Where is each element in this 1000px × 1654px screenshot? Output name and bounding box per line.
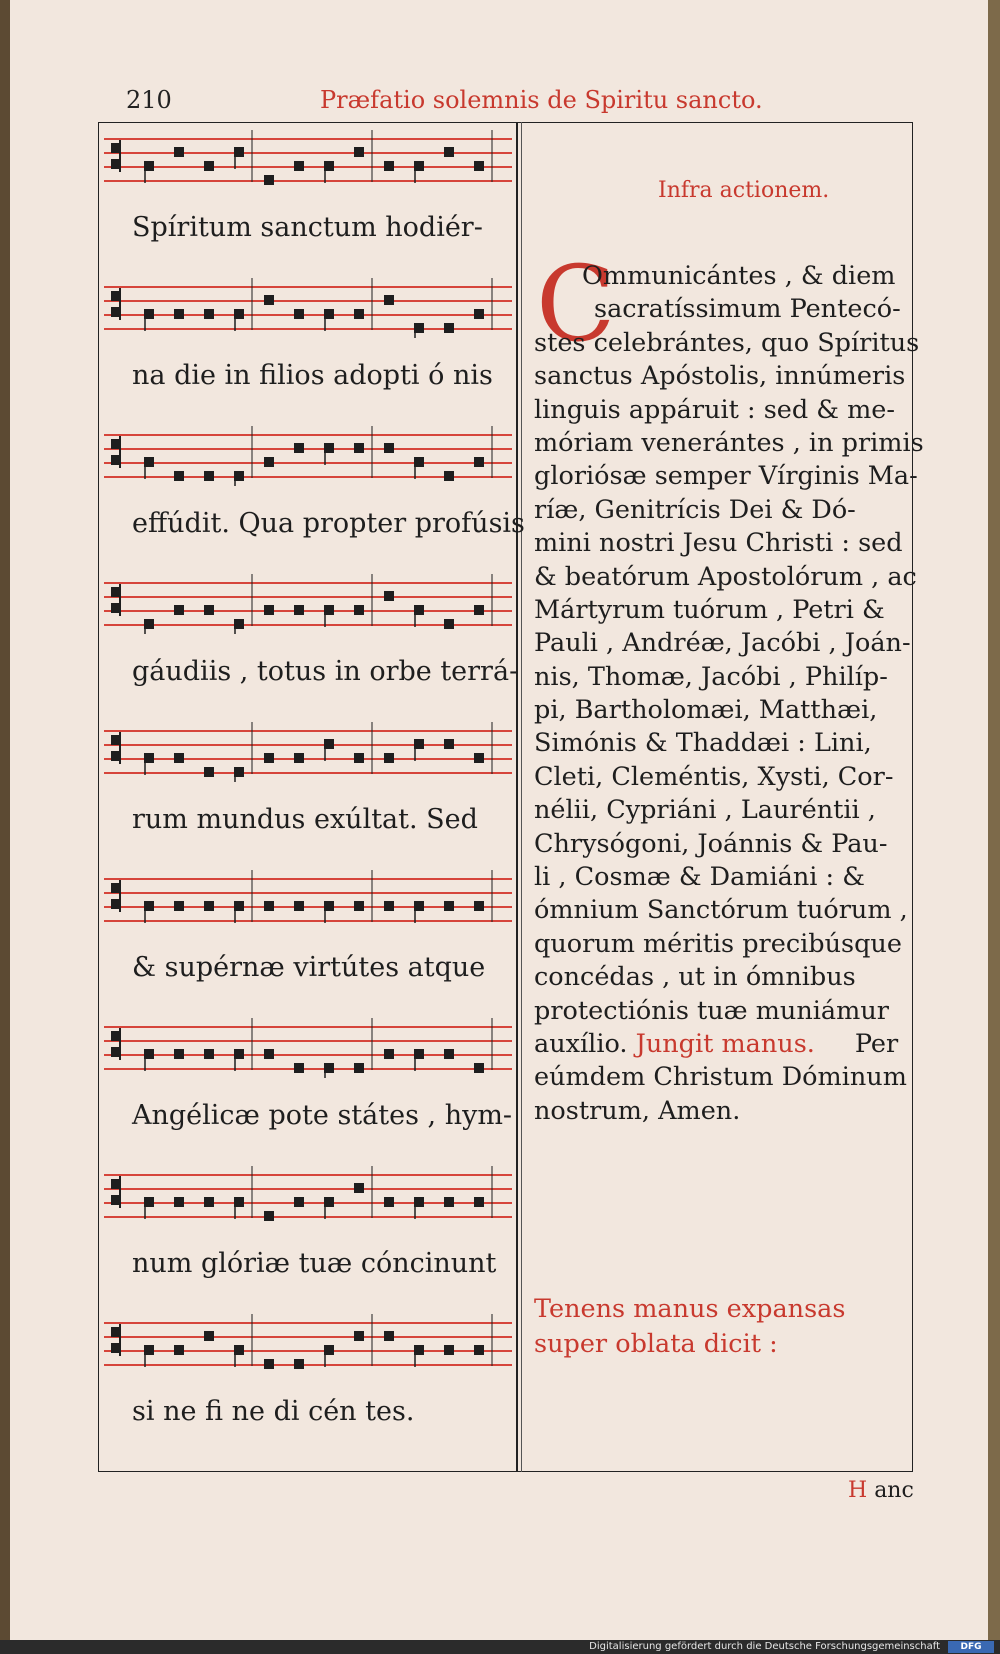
prayer-line: linguis appáruit : sed & me- (534, 394, 895, 425)
lyric-line: Angélicæ pote státes , hym- (132, 1100, 513, 1131)
prayer-line: pi, Bartholomæi, Matthæi, (534, 695, 878, 726)
neume-note (204, 767, 214, 777)
chant-system (104, 1018, 512, 1166)
clef-icon (112, 732, 120, 764)
prayer-line: eúmdem Christum Dóminum (534, 1062, 907, 1093)
neume-note (474, 309, 484, 319)
catchword: H anc (848, 1478, 914, 1503)
neume-note (174, 1345, 184, 1355)
column-divider-inner (521, 122, 522, 1472)
neume-note (354, 1183, 364, 1193)
rubric-inline: Jungit manus. (635, 1028, 815, 1059)
clef-icon (112, 1176, 120, 1208)
neumes (104, 130, 512, 190)
digitization-credit: Digitalisierung gefördert durch die Deutsche Forschungsgemeinschaft (589, 1641, 940, 1652)
neume-note (474, 901, 484, 911)
neume-note (354, 901, 364, 911)
neume-note (354, 605, 364, 615)
chant-system (104, 870, 512, 1018)
neumes (104, 278, 512, 338)
prayer-line: Cleti, Cleméntis, Xysti, Cor- (534, 761, 894, 792)
clef-icon (112, 436, 120, 468)
neume-note (264, 295, 274, 305)
column-divider (516, 122, 518, 1472)
neume-note (474, 1197, 484, 1207)
neume-note (444, 619, 454, 629)
prayer-line: Mártyrum tuórum , Petri & (534, 594, 885, 625)
prayer-line: gloriósæ semper Vírginis Ma- (534, 461, 918, 492)
chant-system (104, 426, 525, 574)
running-title: Præfatio solemnis de Spiritu sancto. (320, 86, 763, 114)
neume-note (174, 901, 184, 911)
neume-note (354, 309, 364, 319)
neume-note (204, 605, 214, 615)
book-spine (0, 0, 10, 1654)
neume-note (384, 901, 394, 911)
neume-note (264, 1211, 274, 1221)
neume-note (264, 753, 274, 763)
prayer-line: Pauli , Andréæ, Jacóbi , Joán- (534, 628, 911, 659)
neume-note (384, 295, 394, 305)
neume-note (294, 753, 304, 763)
neume-note (174, 309, 184, 319)
page-header (0, 86, 978, 118)
neume-note (444, 323, 454, 333)
lyric-line: gáudiis , totus in orbe terrá- (132, 656, 519, 687)
neume-note (384, 753, 394, 763)
drop-cap: C (536, 243, 616, 365)
lyric-line: effúdit. Qua propter profúsis (132, 508, 525, 539)
neume-note (204, 471, 214, 481)
closing-rubric (534, 1292, 909, 1362)
neume-note (354, 1063, 364, 1073)
neume-note (294, 161, 304, 171)
dfg-logo: DFG (948, 1641, 994, 1653)
neume-note (384, 443, 394, 453)
neume-note (384, 591, 394, 601)
neume-note (204, 1197, 214, 1207)
neume-note (294, 1197, 304, 1207)
neume-note (174, 1197, 184, 1207)
neume-note (444, 739, 454, 749)
lyric-line: na die in filios adopti ó nis (132, 360, 493, 391)
prayer-line: stes celebrántes, quo Spíritus (534, 327, 920, 358)
prayer-line: ríæ, Genitrícis Dei & Dó- (534, 494, 856, 525)
neume-note (174, 471, 184, 481)
neume-note (264, 1049, 274, 1059)
neume-note (264, 605, 274, 615)
prayer-line: protectiónis tuæ muniámur (534, 995, 889, 1026)
neume-note (294, 309, 304, 319)
neume-note (444, 1345, 454, 1355)
neume-note (204, 161, 214, 171)
prayer-text (534, 260, 924, 1128)
clef-icon (112, 1028, 120, 1060)
neumes (104, 1018, 512, 1078)
rubric-line: Tenens manus expansas (534, 1294, 846, 1324)
neume-note (294, 901, 304, 911)
neume-note (354, 1331, 364, 1341)
neume-note (204, 901, 214, 911)
prayer-line: móriam venerántes , in primis (534, 427, 924, 458)
neume-note (294, 605, 304, 615)
prayer-line: nélii, Cypriáni , Lauréntii , (534, 795, 876, 826)
neume-note (384, 1049, 394, 1059)
prayer-line: nis, Thomæ, Jacóbi , Philíp- (534, 661, 888, 692)
clef-icon (112, 140, 120, 172)
neumes (104, 426, 512, 486)
neume-note (204, 1331, 214, 1341)
lyric-line: si ne fi ne di cén tes. (132, 1396, 415, 1427)
neume-note (264, 175, 274, 185)
neume-note (384, 161, 394, 171)
clef-icon (112, 1324, 120, 1356)
lyric-line: Spíritum sanctum hodiér- (132, 212, 483, 243)
neume-note (174, 605, 184, 615)
neume-note (294, 1359, 304, 1369)
page-number: 210 (126, 86, 172, 114)
neume-note (294, 1063, 304, 1073)
neume-note (474, 753, 484, 763)
neume-note (174, 1049, 184, 1059)
chant-system (104, 1314, 512, 1462)
chant-system (104, 130, 512, 278)
prayer-line: Chrysógoni, Joánnis & Pau- (534, 828, 888, 859)
prayer-line: Simónis & Thaddæi : Lini, (534, 728, 872, 759)
chant-system (104, 722, 512, 870)
neume-note (444, 1197, 454, 1207)
neume-note (264, 457, 274, 467)
neume-note (474, 1063, 484, 1073)
prayer-line: li , Cosmæ & Damiáni : & (534, 862, 865, 893)
neume-note (384, 1197, 394, 1207)
clef-icon (112, 880, 120, 912)
neume-note (444, 901, 454, 911)
prayer-line: sacratíssimum Pentecó- (594, 294, 901, 325)
prayer-line: concédas , ut in ómnibus (534, 962, 856, 993)
chant-system (104, 1166, 512, 1314)
chant-column (104, 130, 525, 1465)
neume-note (384, 1331, 394, 1341)
prayer-line: nostrum, Amen. (534, 1095, 741, 1126)
neume-note (264, 901, 274, 911)
prayer-line: ómnium Sanctórum tuórum , (534, 895, 908, 926)
neume-note (474, 161, 484, 171)
clef-icon (112, 288, 120, 320)
neumes (104, 1314, 512, 1374)
rubric-line: super oblata dicit : (534, 1329, 778, 1359)
clef-icon (112, 584, 120, 616)
neume-note (204, 309, 214, 319)
prayer-line: & beatórum Apostolórum , ac (534, 561, 917, 592)
neume-note (444, 147, 454, 157)
neumes (104, 1166, 512, 1226)
neumes (104, 574, 512, 634)
prayer-line: quorum méritis precibúsque (534, 928, 902, 959)
chant-system (104, 278, 512, 426)
lyric-line: num glóriæ tuæ cóncinunt (132, 1248, 497, 1279)
neume-note (474, 605, 484, 615)
neume-note (444, 1049, 454, 1059)
section-heading: Infra actionem. (658, 178, 830, 203)
neumes (104, 870, 512, 930)
prayer-line: mini nostri Jesu Christi : sed (534, 528, 903, 559)
neume-note (204, 1049, 214, 1059)
neume-note (354, 443, 364, 453)
prayer-line-auxilio: auxílio. Jungit manus. Per (534, 1028, 899, 1059)
neume-note (474, 457, 484, 467)
neume-note (174, 753, 184, 763)
prayer-line: Ommunicántes , & diem (582, 261, 896, 291)
neume-note (354, 753, 364, 763)
neume-note (294, 443, 304, 453)
lyric-line: & supérnæ virtútes atque (132, 952, 486, 983)
neume-note (474, 1345, 484, 1355)
prayer-line: sanctus Apóstolis, innúmeris (534, 361, 906, 392)
neume-note (444, 471, 454, 481)
neume-note (264, 1359, 274, 1369)
neume-note (354, 147, 364, 157)
neumes (104, 722, 512, 782)
neume-note (174, 147, 184, 157)
lyric-line: rum mundus exúltat. Sed (132, 804, 478, 835)
chant-system (104, 574, 519, 722)
